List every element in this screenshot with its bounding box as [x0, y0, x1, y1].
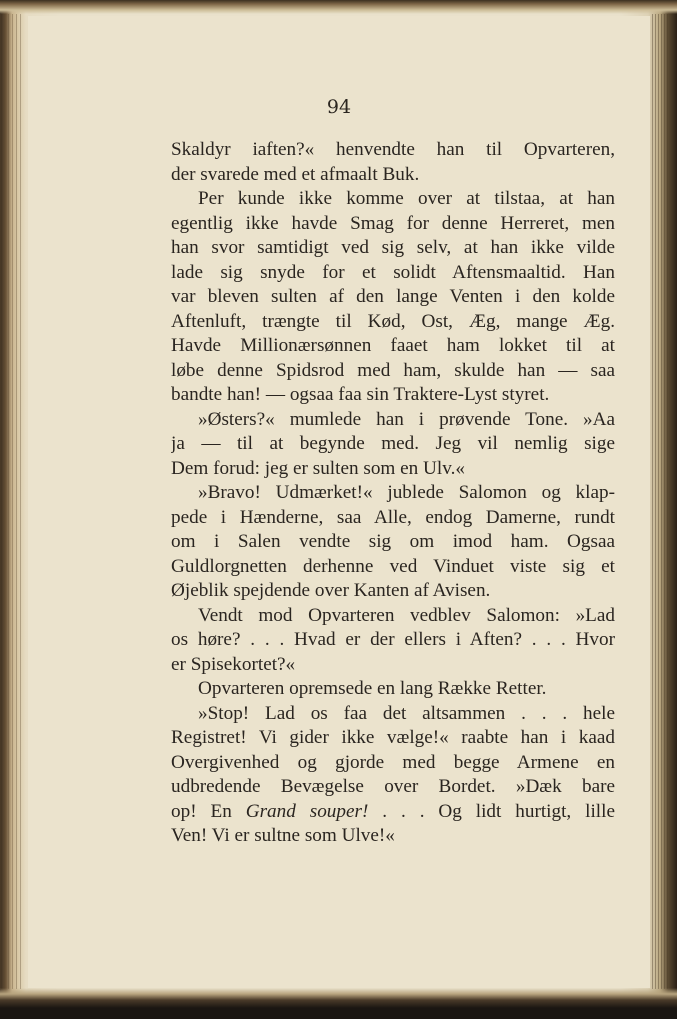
- body-text: [171, 138, 615, 849]
- text-line: egentlig ikke havde Smag for denne Herreret, men: [171, 212, 615, 234]
- text-line: Aftenluft, trængte til Kød, Ost, Æg, mange Æg.: [171, 310, 615, 332]
- text-line: op! En Grand souper! . . . Og lidt hurtigt, lille: [171, 800, 615, 822]
- text-line: Vendt mod Opvarteren vedblev Salomon: »Lad: [198, 604, 615, 626]
- text-line: han svor samtidigt ved sig selv, at han ikke vilde: [171, 237, 615, 258]
- text-line: Øjeblik spejdende over Kanten af Avisen.: [171, 580, 491, 601]
- text-line: bandte han! — ogsaa faa sin Traktere-Lyst styret.: [171, 384, 550, 405]
- text-line: lade sig snyde for et solidt Aftensmaaltid. Han: [171, 261, 615, 283]
- text-line: om i Salen vendte sig om imod ham. Ogsaa: [171, 531, 615, 552]
- text-line: »Østers?« mumlede han i prøvende Tone. »Aa: [198, 408, 615, 430]
- page-bottom-edge: [0, 988, 677, 1019]
- text-line: Per kunde ikke komme over at tilstaa, at han: [198, 188, 615, 209]
- text-line: Overgivenhed og gjorde med begge Armene en: [171, 751, 615, 773]
- text-line: er Spisekortet?«: [171, 653, 296, 675]
- right-page-stack: [652, 14, 670, 989]
- text-line: Skaldyr iaften?« henvendte han til Opvarteren,: [171, 139, 615, 160]
- text-line: Opvarteren opremsede en lang Række Retter.: [198, 678, 547, 699]
- text-line: Ven! Vi er sultne som Ulve!«: [171, 825, 395, 846]
- text-line: der svarede med et afmaalt Buk.: [171, 163, 420, 185]
- text-line: os høre? . . . Hvad er der ellers i Aften? . . . Hvor: [171, 629, 615, 650]
- text-line: pede i Hænderne, saa Alle, endog Damerne, rundt: [171, 506, 615, 528]
- italic-phrase: Grand souper!: [245, 800, 369, 822]
- text-line: Dem forud: jeg er sulten som en Ulv.«: [171, 457, 465, 479]
- text-line: »Stop! Lad os faa det altsammen . . . hele: [198, 702, 615, 724]
- page-number: 94: [326, 96, 352, 118]
- text-line: var bleven sulten af den lange Venten i den kolde: [171, 286, 615, 307]
- page-top-edge: [0, 0, 677, 14]
- text-line: løbe denne Spidsrod med ham, skulde han — saa: [171, 359, 615, 381]
- text-line: ja — til at begynde med. Jeg vil nemlig sige: [171, 433, 615, 454]
- left-page-stack: [0, 14, 24, 989]
- text-line: udbredende Bevægelse over Bordet. »Dæk bare: [171, 776, 615, 797]
- text-line: »Bravo! Udmærket!« jublede Salomon og klap-: [198, 482, 615, 503]
- book-page: [28, 16, 650, 988]
- text-line: Havde Millionærsønnen faaet ham lokket til at: [171, 335, 615, 356]
- text-line: Guldlorgnetten derhenne ved Vinduet viste sig et: [171, 555, 615, 577]
- text-line: Registret! Vi gider ikke vælge!« raabte han i kaad: [171, 727, 615, 748]
